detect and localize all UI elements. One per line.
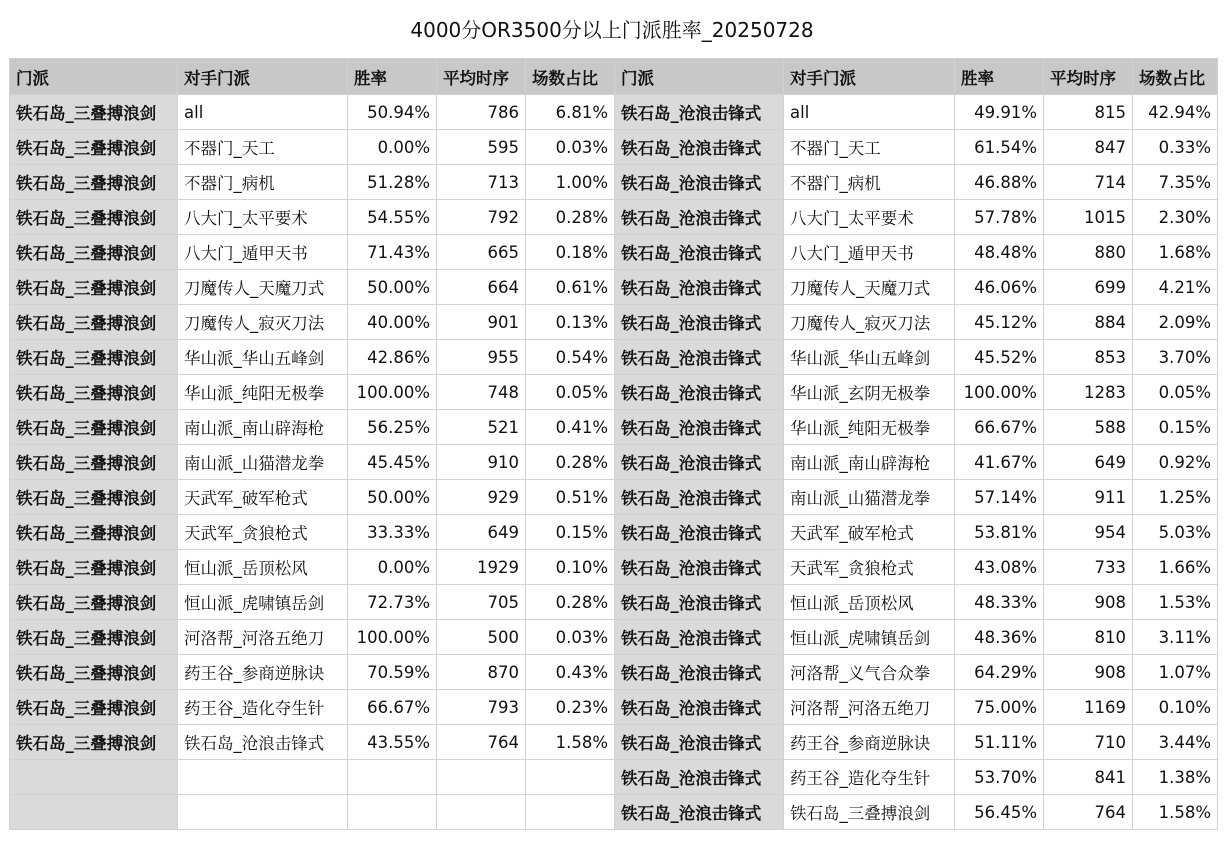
sect-cell[interactable]: 铁石岛_沧浪击锋式: [615, 340, 784, 375]
share-cell[interactable]: 3.44%: [1133, 725, 1218, 760]
opponent-cell[interactable]: 不器门_天工: [784, 130, 955, 165]
sect-cell[interactable]: 铁石岛_沧浪击锋式: [615, 655, 784, 690]
opponent-cell[interactable]: all: [784, 95, 955, 130]
avg-time-cell[interactable]: 764: [437, 725, 526, 760]
share-cell[interactable]: 0.92%: [1133, 445, 1218, 480]
share-cell[interactable]: 1.25%: [1133, 480, 1218, 515]
share-cell[interactable]: 0.23%: [526, 690, 615, 725]
sect-cell[interactable]: 铁石岛_沧浪击锋式: [615, 725, 784, 760]
avg-time-cell[interactable]: 588: [1044, 410, 1133, 445]
winrate-cell[interactable]: 40.00%: [348, 305, 437, 340]
opponent-cell[interactable]: all: [178, 95, 348, 130]
sect-cell[interactable]: 铁石岛_沧浪击锋式: [615, 270, 784, 305]
share-cell[interactable]: 2.09%: [1133, 305, 1218, 340]
opponent-cell[interactable]: 华山派_玄阴无极拳: [784, 375, 955, 410]
opponent-cell[interactable]: 不器门_病机: [178, 165, 348, 200]
winrate-cell[interactable]: 100.00%: [348, 375, 437, 410]
winrate-cell[interactable]: 53.70%: [955, 760, 1044, 795]
sect-cell[interactable]: 铁石岛_沧浪击锋式: [615, 515, 784, 550]
sheet-title: 4000分OR3500分以上门派胜率_20250728: [410, 18, 814, 42]
winrate-cell[interactable]: 46.88%: [955, 165, 1044, 200]
winrate-cell[interactable]: 51.11%: [955, 725, 1044, 760]
opponent-cell[interactable]: 八大门_太平要术: [784, 200, 955, 235]
share-cell[interactable]: 1.00%: [526, 165, 615, 200]
table-row: [10, 760, 1218, 795]
share-cell[interactable]: 0.10%: [526, 550, 615, 585]
winrate-cell[interactable]: 49.91%: [955, 95, 1044, 130]
share-cell[interactable]: 6.81%: [526, 95, 615, 130]
sect-cell[interactable]: 铁石岛_三叠搏浪剑: [10, 200, 178, 235]
share-cell[interactable]: 0.03%: [526, 620, 615, 655]
opponent-cell[interactable]: 河洛帮_河洛五绝刀: [178, 620, 348, 655]
share-cell[interactable]: 0.54%: [526, 340, 615, 375]
winrate-cell[interactable]: 56.45%: [955, 795, 1044, 830]
winrate-cell[interactable]: 54.55%: [348, 200, 437, 235]
winrate-cell[interactable]: 48.36%: [955, 620, 1044, 655]
winrate-cell[interactable]: 75.00%: [955, 690, 1044, 725]
share-cell[interactable]: 4.21%: [1133, 270, 1218, 305]
header-sect[interactable]: 门派: [10, 59, 178, 95]
table-row: [10, 130, 1218, 165]
header-sect[interactable]: 门派: [615, 59, 784, 95]
winrate-cell[interactable]: 66.67%: [348, 690, 437, 725]
avg-time-cell[interactable]: 1169: [1044, 690, 1133, 725]
sect-cell[interactable]: [10, 760, 178, 795]
sect-cell[interactable]: 铁石岛_沧浪击锋式: [615, 620, 784, 655]
winrate-cell[interactable]: 48.33%: [955, 585, 1044, 620]
winrate-cell[interactable]: 45.45%: [348, 445, 437, 480]
avg-time-cell[interactable]: 793: [437, 690, 526, 725]
opponent-cell[interactable]: 天武军_贪狼枪式: [178, 515, 348, 550]
avg-time-cell[interactable]: 815: [1044, 95, 1133, 130]
share-cell[interactable]: 0.51%: [526, 480, 615, 515]
sect-cell[interactable]: 铁石岛_三叠搏浪剑: [10, 690, 178, 725]
opponent-cell[interactable]: 刀魔传人_寂灭刀法: [784, 305, 955, 340]
avg-time-cell[interactable]: 713: [437, 165, 526, 200]
sect-cell[interactable]: 铁石岛_沧浪击锋式: [615, 690, 784, 725]
table-row: [10, 200, 1218, 235]
winrate-cell[interactable]: 56.25%: [348, 410, 437, 445]
winrate-cell[interactable]: 57.14%: [955, 480, 1044, 515]
winrate-cell[interactable]: 46.06%: [955, 270, 1044, 305]
opponent-cell[interactable]: 刀魔传人_寂灭刀法: [178, 305, 348, 340]
winrate-cell[interactable]: 100.00%: [955, 375, 1044, 410]
sect-cell[interactable]: 铁石岛_三叠搏浪剑: [10, 130, 178, 165]
share-cell[interactable]: 0.15%: [1133, 410, 1218, 445]
avg-time-cell[interactable]: 847: [1044, 130, 1133, 165]
opponent-cell[interactable]: 药王谷_参商逆脉诀: [178, 655, 348, 690]
winrate-cell[interactable]: 41.67%: [955, 445, 1044, 480]
opponent-cell[interactable]: 药王谷_参商逆脉诀: [784, 725, 955, 760]
share-cell[interactable]: 1.68%: [1133, 235, 1218, 270]
sect-cell[interactable]: 铁石岛_三叠搏浪剑: [10, 620, 178, 655]
winrate-cell[interactable]: 71.43%: [348, 235, 437, 270]
avg-time-cell[interactable]: 901: [437, 305, 526, 340]
avg-time-cell[interactable]: 884: [1044, 305, 1133, 340]
table-row: [10, 445, 1218, 480]
opponent-cell[interactable]: 恒山派_岳顶松风: [784, 585, 955, 620]
table-row: [10, 375, 1218, 410]
winrate-cell[interactable]: 53.81%: [955, 515, 1044, 550]
avg-time-cell[interactable]: [437, 760, 526, 795]
sect-cell[interactable]: 铁石岛_沧浪击锋式: [615, 445, 784, 480]
share-cell[interactable]: 0.03%: [526, 130, 615, 165]
avg-time-cell[interactable]: 870: [437, 655, 526, 690]
winrate-cell[interactable]: 72.73%: [348, 585, 437, 620]
avg-time-cell[interactable]: 841: [1044, 760, 1133, 795]
share-cell[interactable]: 0.28%: [526, 200, 615, 235]
sect-cell[interactable]: 铁石岛_三叠搏浪剑: [10, 725, 178, 760]
winrate-cell[interactable]: 0.00%: [348, 130, 437, 165]
avg-time-cell[interactable]: 705: [437, 585, 526, 620]
share-cell[interactable]: 2.30%: [1133, 200, 1218, 235]
opponent-cell[interactable]: 华山派_华山五峰剑: [178, 340, 348, 375]
sect-cell[interactable]: 铁石岛_三叠搏浪剑: [10, 550, 178, 585]
avg-time-cell[interactable]: 880: [1044, 235, 1133, 270]
opponent-cell[interactable]: 八大门_遁甲天书: [178, 235, 348, 270]
winrate-cell[interactable]: 51.28%: [348, 165, 437, 200]
opponent-cell[interactable]: 南山派_山猫潜龙拳: [784, 480, 955, 515]
table-row: [10, 550, 1218, 585]
winrate-cell[interactable]: 0.00%: [348, 550, 437, 585]
share-cell[interactable]: 0.61%: [526, 270, 615, 305]
table-row: [10, 795, 1218, 830]
opponent-cell[interactable]: 恒山派_虎啸镇岳剑: [784, 620, 955, 655]
header-avg-time[interactable]: 平均时序: [1044, 59, 1133, 95]
header-opponent[interactable]: 对手门派: [178, 59, 348, 95]
sect-cell[interactable]: 铁石岛_沧浪击锋式: [615, 305, 784, 340]
share-cell[interactable]: 0.05%: [1133, 375, 1218, 410]
opponent-cell[interactable]: 河洛帮_河洛五绝刀: [784, 690, 955, 725]
avg-time-cell[interactable]: 649: [437, 515, 526, 550]
winrate-cell[interactable]: 70.59%: [348, 655, 437, 690]
sect-cell[interactable]: 铁石岛_沧浪击锋式: [615, 375, 784, 410]
avg-time-cell[interactable]: 521: [437, 410, 526, 445]
winrate-cell[interactable]: 64.29%: [955, 655, 1044, 690]
avg-time-cell[interactable]: 764: [1044, 795, 1133, 830]
sect-cell[interactable]: 铁石岛_三叠搏浪剑: [10, 305, 178, 340]
opponent-cell[interactable]: 华山派_纯阳无极拳: [784, 410, 955, 445]
sect-cell[interactable]: 铁石岛_沧浪击锋式: [615, 585, 784, 620]
share-cell[interactable]: 0.28%: [526, 445, 615, 480]
table-row: [10, 480, 1218, 515]
avg-time-cell[interactable]: 595: [437, 130, 526, 165]
header-share[interactable]: 场数占比: [1133, 59, 1218, 95]
avg-time-cell[interactable]: 714: [1044, 165, 1133, 200]
opponent-cell[interactable]: 南山派_山猫潜龙拳: [178, 445, 348, 480]
opponent-cell[interactable]: 刀魔传人_天魔刀式: [784, 270, 955, 305]
sect-cell[interactable]: 铁石岛_三叠搏浪剑: [10, 375, 178, 410]
avg-time-cell[interactable]: 929: [437, 480, 526, 515]
avg-time-cell[interactable]: 665: [437, 235, 526, 270]
avg-time-cell[interactable]: 710: [1044, 725, 1133, 760]
avg-time-cell[interactable]: 733: [1044, 550, 1133, 585]
avg-time-cell[interactable]: 955: [437, 340, 526, 375]
avg-time-cell[interactable]: 908: [1044, 585, 1133, 620]
share-cell[interactable]: 42.94%: [1133, 95, 1218, 130]
header-opponent[interactable]: 对手门派: [784, 59, 955, 95]
winrate-cell[interactable]: 100.00%: [348, 620, 437, 655]
opponent-cell[interactable]: 华山派_华山五峰剑: [784, 340, 955, 375]
avg-time-cell[interactable]: 649: [1044, 445, 1133, 480]
sect-cell[interactable]: 铁石岛_沧浪击锋式: [615, 795, 784, 830]
sect-cell[interactable]: 铁石岛_三叠搏浪剑: [10, 445, 178, 480]
opponent-cell[interactable]: 药王谷_造化夺生针: [784, 760, 955, 795]
share-cell[interactable]: 0.33%: [1133, 130, 1218, 165]
share-cell[interactable]: 0.05%: [526, 375, 615, 410]
opponent-cell[interactable]: 南山派_南山辟海枪: [178, 410, 348, 445]
sect-cell[interactable]: 铁石岛_三叠搏浪剑: [10, 165, 178, 200]
avg-time-cell[interactable]: 911: [1044, 480, 1133, 515]
winrate-cell[interactable]: 50.00%: [348, 270, 437, 305]
share-cell[interactable]: 1.66%: [1133, 550, 1218, 585]
table-row: [10, 725, 1218, 760]
sect-cell[interactable]: 铁石岛_沧浪击锋式: [615, 480, 784, 515]
winrate-cell[interactable]: 57.78%: [955, 200, 1044, 235]
share-cell[interactable]: 1.53%: [1133, 585, 1218, 620]
share-cell[interactable]: 0.13%: [526, 305, 615, 340]
winrate-cell[interactable]: 33.33%: [348, 515, 437, 550]
sect-cell[interactable]: 铁石岛_三叠搏浪剑: [10, 410, 178, 445]
share-cell[interactable]: 3.70%: [1133, 340, 1218, 375]
opponent-cell[interactable]: 不器门_病机: [784, 165, 955, 200]
sect-cell[interactable]: 铁石岛_沧浪击锋式: [615, 200, 784, 235]
sect-cell[interactable]: 铁石岛_三叠搏浪剑: [10, 235, 178, 270]
share-cell[interactable]: 5.03%: [1133, 515, 1218, 550]
opponent-cell[interactable]: 河洛帮_义气合众拳: [784, 655, 955, 690]
sect-cell[interactable]: 铁石岛_三叠搏浪剑: [10, 515, 178, 550]
share-cell[interactable]: 7.35%: [1133, 165, 1218, 200]
header-row: [10, 59, 1218, 95]
opponent-cell[interactable]: 药王谷_造化夺生针: [178, 690, 348, 725]
avg-time-cell[interactable]: 664: [437, 270, 526, 305]
sect-cell[interactable]: 铁石岛_沧浪击锋式: [615, 760, 784, 795]
opponent-cell[interactable]: 天武军_破军枪式: [178, 480, 348, 515]
sect-cell[interactable]: 铁石岛_沧浪击锋式: [615, 410, 784, 445]
winrate-cell[interactable]: 50.94%: [348, 95, 437, 130]
winrate-cell[interactable]: 42.86%: [348, 340, 437, 375]
share-cell[interactable]: 0.10%: [1133, 690, 1218, 725]
winrate-cell[interactable]: 48.48%: [955, 235, 1044, 270]
sect-cell[interactable]: 铁石岛_三叠搏浪剑: [10, 340, 178, 375]
table-row: [10, 585, 1218, 620]
header-share[interactable]: 场数占比: [526, 59, 615, 95]
sect-cell[interactable]: 铁石岛_沧浪击锋式: [615, 165, 784, 200]
table-row: [10, 690, 1218, 725]
opponent-cell[interactable]: 天武军_贪狼枪式: [784, 550, 955, 585]
avg-time-cell[interactable]: 500: [437, 620, 526, 655]
table-row: [10, 95, 1218, 130]
sect-cell[interactable]: 铁石岛_三叠搏浪剑: [10, 480, 178, 515]
avg-time-cell[interactable]: 748: [437, 375, 526, 410]
avg-time-cell[interactable]: 853: [1044, 340, 1133, 375]
opponent-cell[interactable]: 铁石岛_三叠搏浪剑: [784, 795, 955, 830]
share-cell[interactable]: 0.15%: [526, 515, 615, 550]
sect-cell[interactable]: 铁石岛_三叠搏浪剑: [10, 270, 178, 305]
opponent-cell[interactable]: 南山派_南山辟海枪: [784, 445, 955, 480]
share-cell[interactable]: 0.41%: [526, 410, 615, 445]
share-cell[interactable]: 3.11%: [1133, 620, 1218, 655]
avg-time-cell[interactable]: [437, 795, 526, 830]
winrate-cell[interactable]: 45.52%: [955, 340, 1044, 375]
opponent-cell[interactable]: [178, 760, 348, 795]
avg-time-cell[interactable]: 908: [1044, 655, 1133, 690]
header-winrate[interactable]: 胜率: [955, 59, 1044, 95]
opponent-cell[interactable]: 恒山派_虎啸镇岳剑: [178, 585, 348, 620]
opponent-cell[interactable]: 八大门_太平要术: [178, 200, 348, 235]
table-row: [10, 410, 1218, 445]
opponent-cell[interactable]: 恒山派_岳顶松风: [178, 550, 348, 585]
table-row: [10, 340, 1218, 375]
table-row: [10, 655, 1218, 690]
table-row: [10, 515, 1218, 550]
winrate-cell[interactable]: [348, 795, 437, 830]
sect-cell[interactable]: 铁石岛_三叠搏浪剑: [10, 95, 178, 130]
winrate-cell[interactable]: 45.12%: [955, 305, 1044, 340]
opponent-cell[interactable]: 铁石岛_沧浪击锋式: [178, 725, 348, 760]
header-avg-time[interactable]: 平均时序: [437, 59, 526, 95]
opponent-cell[interactable]: [178, 795, 348, 830]
avg-time-cell[interactable]: 792: [437, 200, 526, 235]
winrate-cell[interactable]: [348, 760, 437, 795]
table-row: [10, 235, 1218, 270]
share-cell[interactable]: [526, 760, 615, 795]
share-cell[interactable]: [526, 795, 615, 830]
share-cell[interactable]: 1.07%: [1133, 655, 1218, 690]
opponent-cell[interactable]: 天武军_破军枪式: [784, 515, 955, 550]
sect-cell[interactable]: 铁石岛_沧浪击锋式: [615, 95, 784, 130]
table-row: [10, 620, 1218, 655]
table-row: [10, 305, 1218, 340]
sect-cell[interactable]: 铁石岛_沧浪击锋式: [615, 130, 784, 165]
avg-time-cell[interactable]: 1929: [437, 550, 526, 585]
sect-cell[interactable]: 铁石岛_沧浪击锋式: [615, 550, 784, 585]
winrate-cell[interactable]: 50.00%: [348, 480, 437, 515]
avg-time-cell[interactable]: 1283: [1044, 375, 1133, 410]
avg-time-cell[interactable]: 910: [437, 445, 526, 480]
share-cell[interactable]: 0.43%: [526, 655, 615, 690]
avg-time-cell[interactable]: 699: [1044, 270, 1133, 305]
table-row: [10, 165, 1218, 200]
avg-time-cell[interactable]: 810: [1044, 620, 1133, 655]
winrate-cell[interactable]: 61.54%: [955, 130, 1044, 165]
winrate-cell[interactable]: 43.55%: [348, 725, 437, 760]
sect-cell[interactable]: 铁石岛_三叠搏浪剑: [10, 655, 178, 690]
share-cell[interactable]: 0.18%: [526, 235, 615, 270]
share-cell[interactable]: 1.58%: [1133, 795, 1218, 830]
header-winrate[interactable]: 胜率: [348, 59, 437, 95]
win-rate-table: [9, 58, 1218, 830]
table-row: [10, 270, 1218, 305]
share-cell[interactable]: 0.28%: [526, 585, 615, 620]
avg-time-cell[interactable]: 1015: [1044, 200, 1133, 235]
avg-time-cell[interactable]: 786: [437, 95, 526, 130]
winrate-cell[interactable]: 43.08%: [955, 550, 1044, 585]
share-cell[interactable]: 1.58%: [526, 725, 615, 760]
avg-time-cell[interactable]: 954: [1044, 515, 1133, 550]
winrate-cell[interactable]: 66.67%: [955, 410, 1044, 445]
opponent-cell[interactable]: 不器门_天工: [178, 130, 348, 165]
opponent-cell[interactable]: 华山派_纯阳无极拳: [178, 375, 348, 410]
share-cell[interactable]: 1.38%: [1133, 760, 1218, 795]
sect-cell[interactable]: [10, 795, 178, 830]
opponent-cell[interactable]: 刀魔传人_天魔刀式: [178, 270, 348, 305]
sect-cell[interactable]: 铁石岛_沧浪击锋式: [615, 235, 784, 270]
opponent-cell[interactable]: 八大门_遁甲天书: [784, 235, 955, 270]
sect-cell[interactable]: 铁石岛_三叠搏浪剑: [10, 585, 178, 620]
